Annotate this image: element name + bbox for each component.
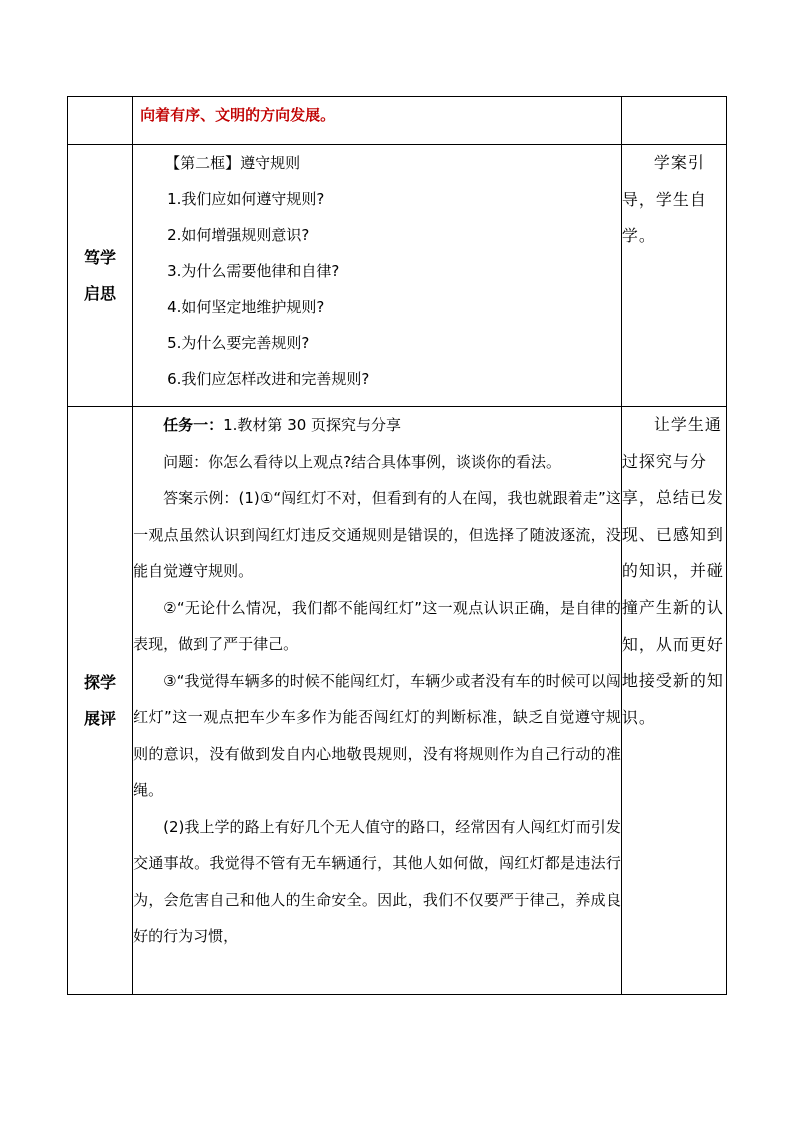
row2-label-cell (68, 145, 133, 407)
section-label-line2: 启思 (84, 283, 117, 303)
row1-label-cell (68, 97, 133, 145)
lesson-plan-table (67, 96, 727, 995)
side-note: 学案引导，学生自学。 (621, 153, 707, 245)
answer-paragraph: (2)我上学的路上有好几个无人值守的路口，经常因有人闯红灯而引发交通事故。我觉得不管有无车辆通行，其他人如何做，闯红灯都是违法行为，会危害自己和他人的生命安全。因此，我们不仅要严于律己，养成良好的行为习惯， (133, 817, 621, 945)
section-label-line1: 笃学 (84, 247, 117, 267)
table-row (68, 407, 727, 995)
question-item: 1.我们应如何遵守规则? (167, 190, 325, 208)
table-row (68, 97, 727, 145)
row2-side-cell (621, 145, 726, 407)
task-label: 任务一： (163, 416, 224, 434)
question-item: 3.为什么需要他律和自律? (167, 262, 340, 280)
answer-paragraph: ②“无论什么情况，我们都不能闯红灯”这一观点认识正确，是自律的表现，做到了严于律己。 (133, 598, 621, 653)
row3-label-cell (68, 407, 133, 995)
task-text: 1.教材第 30 页探究与分享 (223, 416, 402, 434)
section-heading: 【第二框】遵守规则 (165, 154, 301, 172)
section-label-line1: 探学 (84, 672, 117, 692)
row1-side-cell (621, 97, 726, 145)
question-paragraph: 问题：你怎么看待以上观点?结合具体事例，谈谈你的看法。 (163, 452, 562, 471)
row1-content-cell (133, 97, 622, 145)
question-item: 5.为什么要完善规则? (167, 334, 310, 352)
row3-content-cell (133, 407, 622, 995)
answer-paragraph: ③“我觉得车辆多的时候不能闯红灯，车辆少或者没有车的时候可以闯红灯”这一观点把车少车多作为能否闯红灯的判断标准，缺乏自觉遵守规则的意识，没有做到发自内心地敬畏规则，没有将规则作为自己行动的准绳。 (133, 671, 621, 799)
section-label-line2: 展评 (84, 708, 117, 728)
row3-side-cell (621, 407, 726, 995)
question-item: 4.如何坚定地维护规则? (167, 298, 325, 316)
question-item: 2.如何增强规则意识? (167, 226, 310, 244)
side-note: 让学生通过探究与分享，总结已发现、已感知到的知识，并碰撞产生新的认知，从而更好地接受新的知识。 (621, 415, 724, 727)
row2-content-cell (133, 145, 622, 407)
answer-paragraph: 答案示例：(1)①“闯红灯不对，但看到有的人在闯，我也就跟着走”这一观点虽然认识到闯红灯违反交通规则是错误的，但选择了随波逐流，没能自觉遵守规则。 (133, 489, 621, 580)
question-item: 6.我们应怎样改进和完善规则? (167, 370, 370, 388)
table-row (68, 145, 727, 407)
task-heading (133, 407, 621, 444)
continuation-text: 向着有序、文明的方向发展。 (140, 106, 336, 124)
